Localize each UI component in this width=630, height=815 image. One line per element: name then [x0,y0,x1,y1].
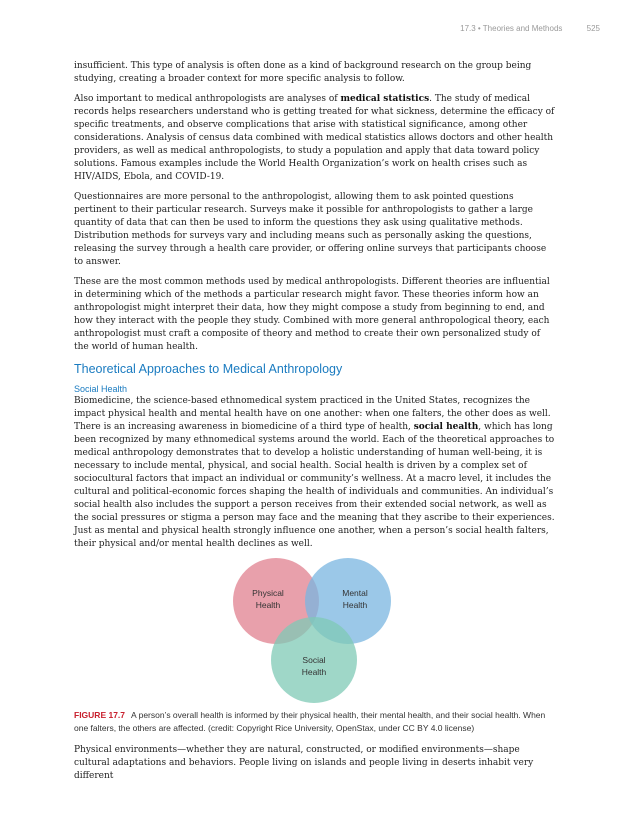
venn-diagram-figure [74,558,556,704]
figure-caption-text: A person’s overall health is informed by their physical health, their mental health, and their social health. When one falters, the others are affected. (credit: Copyright Rice University, OpenStax, under CC BY 4.0 license) [74,710,546,733]
page-content [74,60,556,790]
paragraph-social-health [74,395,556,551]
physical-health-label-line1: Physical [252,588,284,598]
subsection-heading: Social Health [74,384,128,394]
section-heading: Theoretical Approaches to Medical Anthropology [74,362,343,376]
social-health-label-line1: Social [302,655,326,665]
social-health-label-line2: Health [301,667,327,677]
figure-caption [74,709,556,735]
venn-diagram [232,558,402,704]
social-health-text-after: , which has long been recognized by many ethnomedical systems around the world. Each of the theoretical approaches to medical anthropology demonstrates that to develop a holistic understanding of human well-being, it is necessary to include mental, physical, and social health. Social health is driven by a complex set of sociocultural factors that impact an individual or community’s wellness. At a macro level, it includes the cultural and political-economic forces shaping the health of individuals and communities. An individual’s social health also includes the support a person receives from their extended social network, as well as the social pressures or stigma a person may face and the meaning that they ascribe to their experiences. Just as mental and physical health strongly influence one another, when a person’s social health falters, their physical and/or mental health declines as well. [74,422,555,549]
medical-statistics-text-after: . The study of medical records helps researchers understand who is getting treated for what sickness, determine the efficacy of specific treatments, and observe complications that arise with statistical significance, among other considerations. Analysis of census data combined with medical statistics allows doctors and other health providers, as well as medical anthropologists, to study a population and apply that data toward policy solutions. Famous examples include the World Health Organization’s work on health crises such as HIV/AIDS, Ebola, and COVID-19. [74,94,555,182]
header-section-title: 17.3 • Theories and Methods [460,24,563,33]
physical-health-label-line2: Health [255,600,281,610]
paragraph-continued: insufficient. This type of analysis is often done as a kind of background research on the group being studying, creating a broader context for more specific analysis to follow. [74,61,532,84]
mental-health-label-line1: Mental [342,588,368,598]
social-health-text-before: Biomedicine, the science-based ethnomedical system practiced in the United States, recognizes the impact physical health and mental health have on one another: when one falters, the other does as well. There is an increasing awareness in biomedicine of a third type of health, [74,396,551,432]
term-medical-statistics: medical statistics [340,94,430,104]
mental-health-label-line2: Health [342,600,368,610]
medical-statistics-text-before: Also important to medical anthropologists are analyses of [74,94,341,104]
term-social-health: social health [413,422,479,432]
running-header [0,24,600,33]
page-number: 525 [586,24,600,33]
paragraph-common-methods: These are the most common methods used by medical anthropologists. Different theories are influential in determining which of the methods a particular research might favor. These theories inform how an anthropologist might interpret their data, how they might compose a study from beginning to end, and how they interact with the people they study. Combined with more general anthropological theory, each anthropologist must craft a composite of theory and method to create their own personalized study of the world of human health. [74,277,550,352]
paragraph-physical-environments: Physical environments—whether they are natural, constructed, or modified environments—shape cultural adaptations and behaviors. People living on islands and people living in deserts inhabit very different [74,745,534,781]
paragraph-questionnaires: Questionnaires are more personal to the anthropologist, allowing them to ask pointed questions pertinent to their particular research. Surveys make it possible for anthropologists to gather a large quantity of data that can then be used to inform the questions they ask using qualitative methods. Distribution methods for surveys vary and including means such as personally asking the questions, releasing the survey through a health care provider, or offering online surveys that participants choose to answer. [74,192,547,267]
paragraph-medical-statistics [74,93,556,184]
figure-label: FIGURE 17.7 [74,710,126,720]
